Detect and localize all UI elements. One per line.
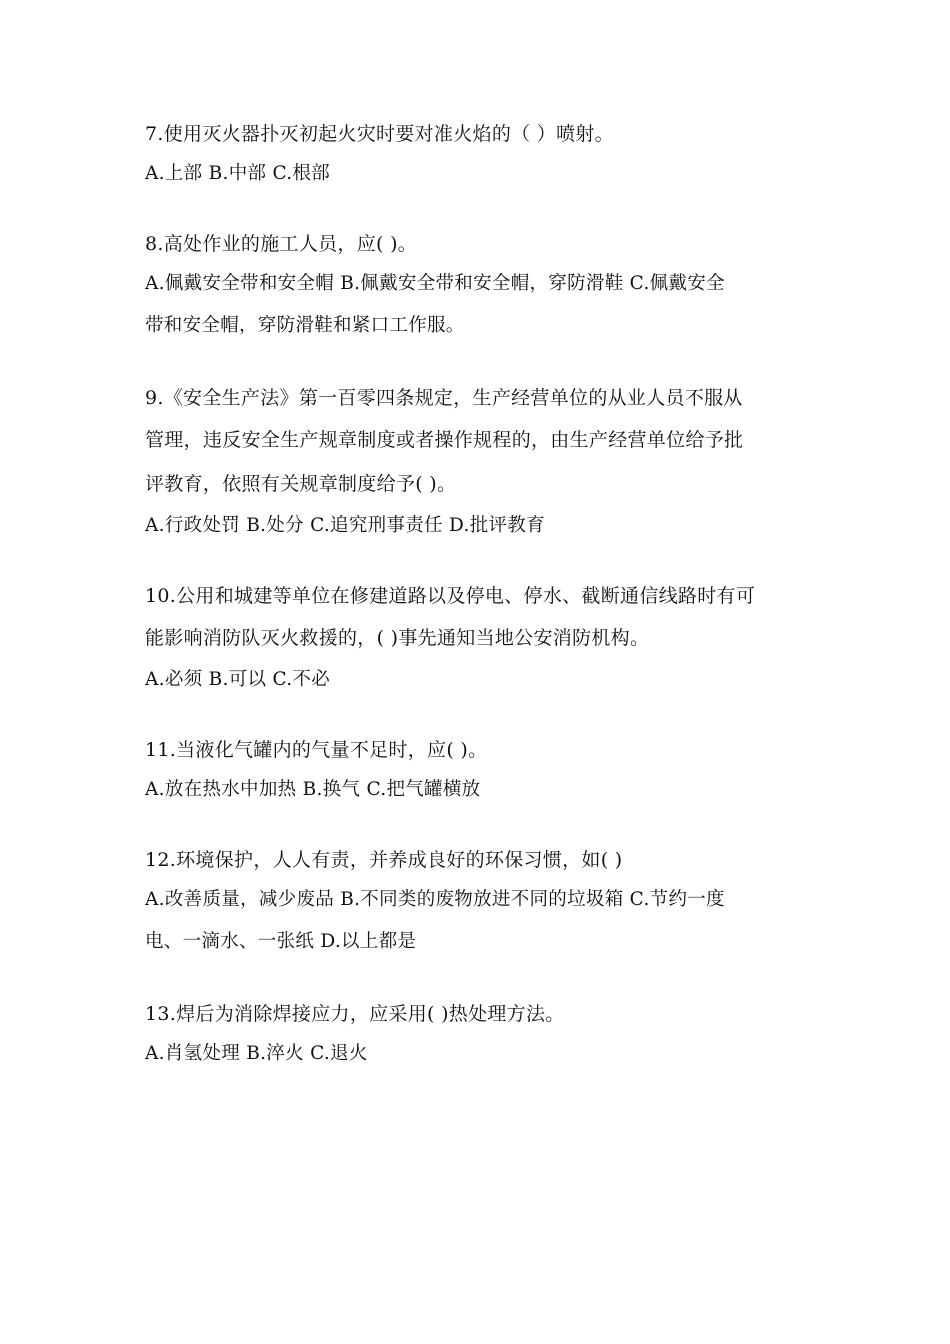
question-stem bbox=[145, 114, 810, 154]
question-text: 11.当液化气罐内的气量不足时，应( )。 bbox=[145, 739, 488, 761]
options-text: A.行政处罚 B.处分 C.追究刑事责任 D.批评教育 bbox=[145, 515, 545, 536]
question-12 bbox=[145, 840, 810, 964]
answer-options bbox=[145, 770, 810, 810]
options-text: A.必须 B.可以 C.不必 bbox=[145, 669, 331, 690]
question-text: 7.使用灭火器扑灭初起火灾时要对准火焰的（ ）喷射。 bbox=[145, 123, 614, 145]
question-stem bbox=[145, 224, 810, 264]
question-9 bbox=[145, 378, 810, 546]
options-text: A.改善质量，减少废品 B.不同类的废物放进不同的垃圾箱 C.节约一度 bbox=[145, 889, 725, 910]
question-text: 13.焊后为消除焊接应力，应采用( )热处理方法。 bbox=[145, 1003, 565, 1025]
options-text: A.放在热水中加热 B.换气 C.把气罐横放 bbox=[145, 779, 481, 800]
options-text: A.上部 B.中部 C.根部 bbox=[145, 163, 331, 184]
options-text: A.佩戴安全带和安全帽 B.佩戴安全带和安全帽，穿防滑鞋 C.佩戴安全 bbox=[145, 273, 725, 294]
question-7 bbox=[145, 114, 810, 194]
options-text: 带和安全帽，穿防滑鞋和紧口工作服。 bbox=[145, 315, 465, 336]
question-11 bbox=[145, 730, 810, 810]
question-text: 管理，违反安全生产规章制度或者操作规程的，由生产经营单位给予批 bbox=[145, 429, 744, 451]
answer-options bbox=[145, 660, 810, 700]
question-text: 10.公用和城建等单位在修建道路以及停电、停水、截断通信线路时有可 bbox=[145, 585, 756, 607]
options-text: 电、一滴水、一张纸 D.以上都是 bbox=[145, 931, 417, 952]
question-stem bbox=[145, 840, 810, 880]
answer-options bbox=[145, 1034, 810, 1074]
question-8 bbox=[145, 224, 810, 348]
question-stem bbox=[145, 994, 810, 1034]
question-list bbox=[145, 114, 810, 1104]
question-stem bbox=[145, 730, 810, 770]
answer-options bbox=[145, 880, 810, 964]
question-10 bbox=[145, 576, 810, 700]
question-text: 能影响消防队灭火救援的，( )事先通知当地公安消防机构。 bbox=[145, 627, 650, 649]
question-stem bbox=[145, 576, 810, 660]
question-text: 9.《安全生产法》第一百零四条规定，生产经营单位的从业人员不服从 bbox=[145, 387, 743, 409]
question-text: 8.高处作业的施工人员，应( )。 bbox=[145, 233, 418, 255]
question-text: 评教育，依照有关规章制度给予( )。 bbox=[145, 473, 457, 495]
question-stem bbox=[145, 378, 810, 506]
options-text: A.肖氢处理 B.淬火 C.退火 bbox=[145, 1043, 368, 1064]
question-text: 12.环境保护，人人有责，并养成良好的环保习惯，如( ) bbox=[145, 849, 623, 871]
answer-options bbox=[145, 506, 810, 546]
answer-options bbox=[145, 264, 810, 348]
answer-options bbox=[145, 154, 810, 194]
question-13 bbox=[145, 994, 810, 1074]
